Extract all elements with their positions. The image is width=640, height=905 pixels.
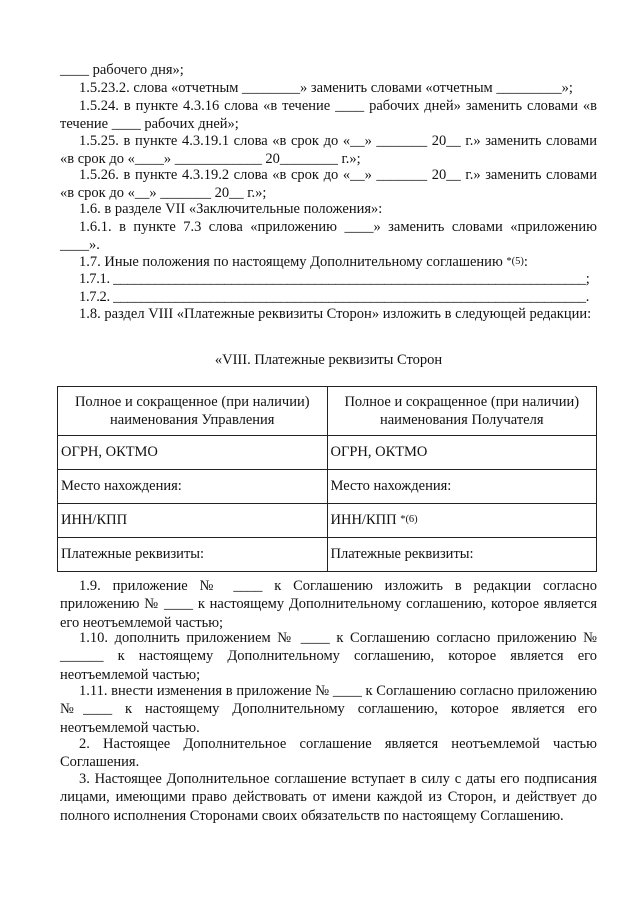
footnote-ref: *(6) bbox=[400, 514, 418, 525]
table-header-cell: Полное и сокращенное (при наличии) наименования Получателя bbox=[327, 387, 597, 436]
section-title: «VIII. Платежные реквизиты Сторон bbox=[214, 352, 443, 368]
paragraph: ____ рабочего дня»; bbox=[60, 62, 184, 78]
table-cell: Платежные реквизиты: bbox=[58, 538, 328, 572]
paragraph: 1.8. раздел VIII «Платежные реквизиты Сторон» изложить в следующей редакции: bbox=[79, 306, 592, 322]
table-cell: ИНН/КПП bbox=[58, 504, 328, 538]
footnote-ref: *(5) bbox=[506, 256, 524, 267]
table-cell: Платежные реквизиты: bbox=[327, 538, 597, 572]
paragraph: 1.5.26. в пункте 4.3.19.2 слова «в срок до «__» _______ 20__ г.» заменить словами «в срок до «__» _______ 20__ г.»; bbox=[60, 167, 597, 202]
table-header-cell: Полное и сокращенное (при наличии) наименования Управления bbox=[58, 387, 328, 436]
table-row bbox=[58, 504, 597, 538]
paragraph: 1.5.25. в пункте 4.3.19.1 слова «в срок до «__» _______ 20__ г.» заменить словами «в срок до «____» ____________ 20________ г.»; bbox=[60, 133, 597, 168]
paragraph bbox=[60, 253, 597, 271]
paragraph: 1.5.23.2. слова «отчетным ________» заменить словами «отчетным _________»; bbox=[79, 80, 573, 96]
table-header-row bbox=[58, 387, 597, 436]
table-cell: Место нахождения: bbox=[327, 470, 597, 504]
paragraph: 1.7.1. ____________________________________________________________________; bbox=[79, 271, 590, 287]
table-row bbox=[58, 538, 597, 572]
paragraph-text: : bbox=[523, 254, 528, 270]
paragraph: 1.5.24. в пункте 4.3.16 слова «в течение ____ рабочих дней» заменить словами «в течение ____ рабочих дней»; bbox=[60, 98, 597, 133]
paragraph: 1.6. в разделе VII «Заключительные положения»: bbox=[79, 201, 383, 217]
paragraph: 1.6.1. в пункте 7.3 слова «приложению ____» заменить словами «приложению ____». bbox=[60, 219, 597, 254]
table-row bbox=[58, 436, 597, 470]
table-cell bbox=[327, 504, 597, 538]
paragraph: 1.11. внести изменения в приложение № ____ к Соглашению согласно приложению №____ к настоящему Дополнительному соглашению, которое является его неотъемлемой частью. bbox=[60, 683, 597, 736]
paragraph: 1.7.2. ____________________________________________________________________. bbox=[79, 289, 590, 305]
paragraph-text: 1.7. Иные положения по настоящему Дополнительному соглашению bbox=[79, 254, 503, 270]
paragraph: 1.9. приложение № ____ к Соглашению изложить в редакции согласно приложению № ____ к настоящему Дополнительному соглашению, которое является его неотъемлемой частью; bbox=[60, 578, 597, 631]
cell-text: ИНН/КПП bbox=[330, 512, 397, 528]
paragraph: 3. Настоящее Дополнительное соглашение вступает в силу с даты его подписания лицами, имеющими право действовать от имени каждой из Сторон, и действует до полного исполнения Сторонами своих обязательств по настоящему Соглашению. bbox=[60, 771, 597, 824]
paragraph: 1.10. дополнить приложением № ____ к Соглашению согласно приложению № ______ к настоящему Дополнительному соглашению, которое является его неотъемлемой частью; bbox=[60, 630, 597, 683]
paragraph: 2. Настоящее Дополнительное соглашение является неотъемлемой частью Соглашения. bbox=[60, 736, 597, 771]
table-row bbox=[58, 470, 597, 504]
payment-details-table bbox=[57, 386, 597, 572]
table-cell: Место нахождения: bbox=[58, 470, 328, 504]
table-cell: ОГРН, ОКТМО bbox=[58, 436, 328, 470]
table-cell: ОГРН, ОКТМО bbox=[327, 436, 597, 470]
